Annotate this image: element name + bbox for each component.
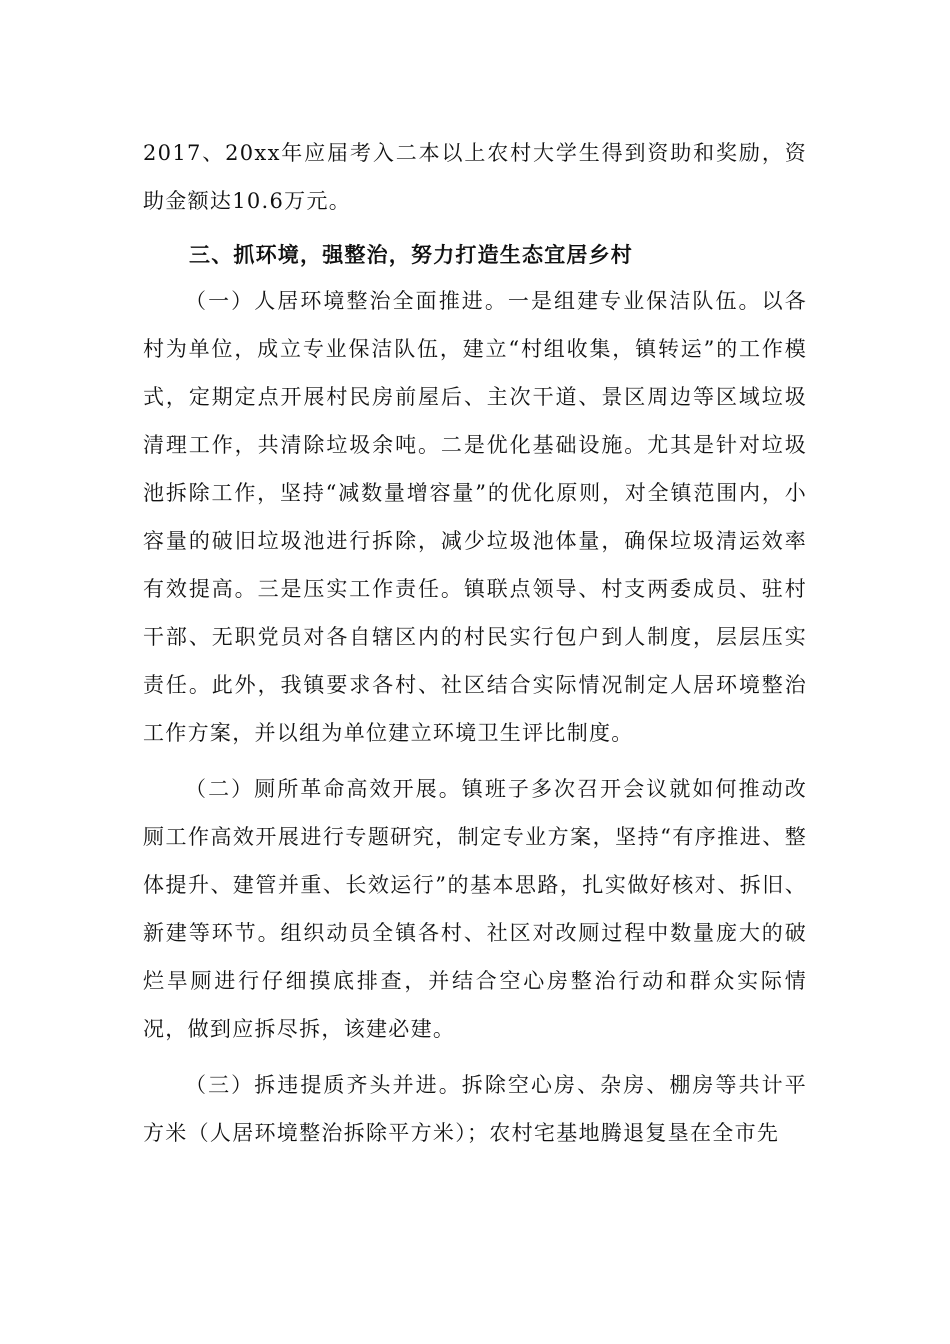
document-body [143, 129, 807, 1157]
paragraph-demolition: （三）拆违提质齐头并进。拆除空心房、杂房、棚房等共计平方米（人居环境整治拆除平方米）；农村宅基地腾退复垦在全市先 [143, 1073, 807, 1145]
paragraph-environment: （一）人居环境整治全面推进。一是组建专业保洁队伍。以各村为单位，成立专业保洁队伍，建立“村组收集，镇转运”的工作模式，定期定点开展村民房前屋后、主次干道、景区周边等区域垃圾清理工作，共清除垃圾余吨。二是优化基础设施。尤其是针对垃圾池拆除工作，坚持“减数量增容量”的优化原则，对全镇范围内，小容量的破旧垃圾池进行拆除，减少垃圾池体量，确保垃圾清运效率有效提高。三是压实工作责任。镇联点领导、村支两委成员、驻村干部、无职党员对各自辖区内的村民实行包户到人制度，层层压实责任。此外，我镇要求各村、社区结合实际情况制定人居环境整治工作方案，并以组为单位建立环境卫生评比制度。 [143, 289, 807, 745]
paragraph-toilet-revolution: （二）厕所革命高效开展。镇班子多次召开会议就如何推动改厕工作高效开展进行专题研究，制定专业方案，坚持“有序推进、整体提升、建管并重、长效运行”的基本思路，扎实做好核对、拆旧、新建等环节。组织动员全镇各村、社区对改厕过程中数量庞大的破烂旱厕进行仔细摸底排查，并结合空心房整治行动和群众实际情况，做到应拆尽拆，该建必建。 [143, 777, 807, 1041]
paragraph-funding: 2017、20xx年应届考入二本以上农村大学生得到资助和奖励，资助金额达10.6万元。 [143, 141, 807, 213]
section-heading: 三、抓环境，强整治，努力打造生态宜居乡村 [189, 243, 633, 267]
